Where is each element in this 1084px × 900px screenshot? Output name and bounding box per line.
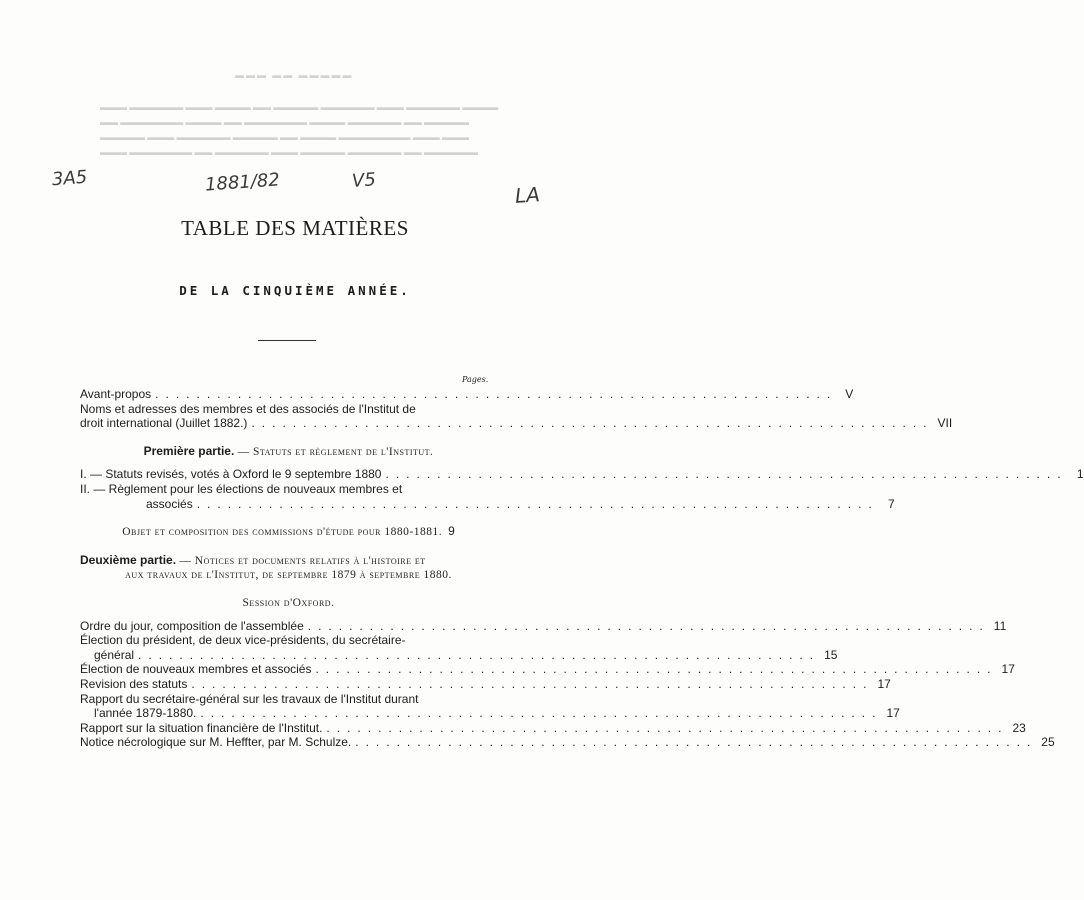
part-two-heading: Deuxième partie. — Notices et documents relatifs à l'histoire et [80,552,426,567]
page-subtitle: DE LA CINQUIÈME ANNÉE. [179,283,411,298]
toc-entry: Revision des statuts .................................................................. 17 [80,676,891,691]
toc-entry: Notice nécrologique sur M. Heffter, par M. Schulze. .................................................................. 25 [80,735,1055,750]
toc-entry: droit international (Juillet 1882.) .................................................................. VII [80,416,953,431]
divider-rule [258,340,316,341]
pages-column-label: Pages. [462,375,489,384]
toc-entry: Élection de nouveaux membres et associés .................................................................. 17 [80,662,1015,677]
handwritten-left-number: 3A5 [51,166,88,191]
toc-entry: associés .................................................................. 7 [146,496,895,511]
bleed-through-text: ▬▬▬ ▬▬ ▬▬▬▬▬ [235,70,354,80]
part-two-heading-line2: aux travaux de l'Institut, de septembre 1879 à septembre 1880. [125,569,452,582]
part-one-heading: Première partie. — Statuts et règlement de l'Institut. [143,443,434,458]
toc-entry: Ordre du jour, composition de l'assemblée .................................................................. 11 [80,618,1007,633]
toc-entry-objet: Objet et composition des commissions d'étude pour 1880-1881. 9 [122,524,455,539]
handwritten-initials: LA [514,182,541,208]
toc-entry: I. — Statuts revisés, votés à Oxford le 9 septembre 1880 .................................................................. 1 [80,467,1084,482]
handwritten-volume: V5 [351,169,377,192]
toc-entry: général .................................................................. 15 [94,647,838,662]
bleed-through-text: ▬▬▬ ▬▬▬▬▬▬ ▬▬▬ ▬▬▬▬ ▬▬ ▬▬▬▬▬ ▬▬▬▬▬▬ ▬▬▬ ▬▬▬▬▬▬ ▬▬▬▬ ▬▬ ▬▬▬▬▬▬▬ ▬▬▬▬ ▬▬ ▬▬▬▬▬▬▬ ▬▬▬▬ ▬▬▬▬▬▬ ▬▬ ▬▬▬▬▬ ▬▬▬▬▬ ▬▬▬ ▬▬▬▬▬▬ ▬▬▬▬▬ ▬▬ ▬▬▬▬ ▬▬▬▬▬▬▬▬ ▬▬▬ ▬▬▬ ▬▬▬ ▬▬▬▬▬▬▬ ▬▬ ▬▬▬▬▬▬ ▬▬▬ ▬▬▬▬▬ ▬▬▬▬▬▬ ▬▬ ▬▬▬▬▬▬ [100,102,499,157]
handwritten-years: 1881/82 [204,169,281,196]
toc-entry: Rapport sur la situation financière de l'Institut. .................................................................. 23 [80,720,1026,735]
toc-entry: Noms et adresses des membres et des associés de l'Institut de [80,401,416,416]
session-heading: Session d'Oxford. [242,596,335,609]
toc-entry: Avant-propos .................................................................. V [80,387,854,401]
page-title: TABLE DES MATIÈRES [181,216,409,240]
toc-entry: Élection du président, de deux vice-présidents, du secrétaire- [80,633,406,648]
toc-entry: II. — Règlement pour les élections de nouveaux membres et [80,481,403,496]
table-of-contents [80,387,1084,750]
toc-entry: l'année 1879-1880. .................................................................. 17 [94,706,900,721]
toc-entry: Rapport du secrétaire-général sur les travaux de l'Institut durant [80,691,419,706]
